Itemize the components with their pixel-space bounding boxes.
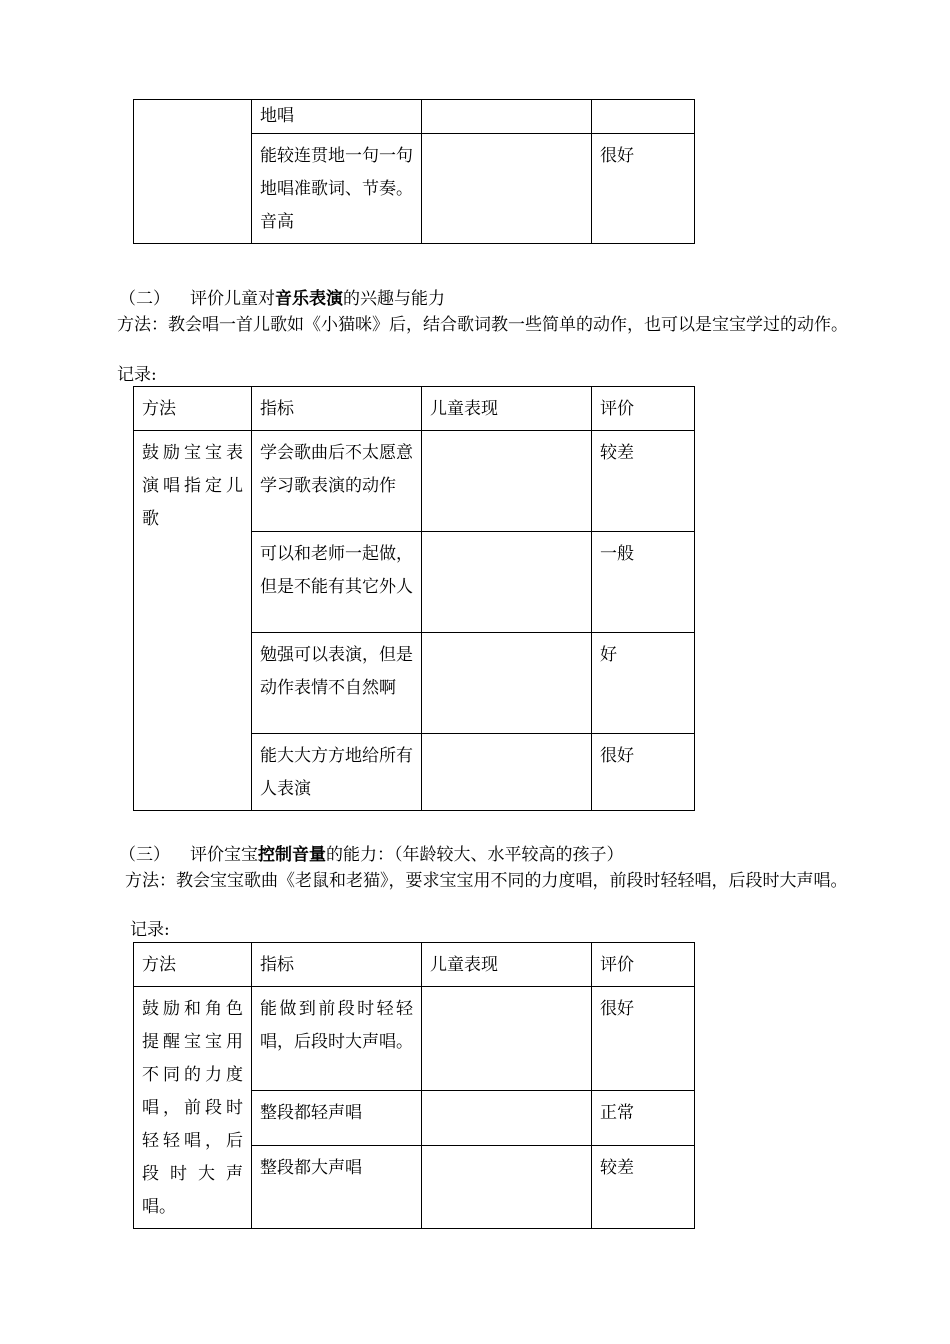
section-number: （三）	[119, 845, 170, 865]
heading-text: 的兴趣与能力	[343, 289, 445, 309]
indicator-cell: 整段都轻声唱	[252, 1090, 422, 1145]
rating-cell: 较差	[592, 431, 695, 532]
heading-bold: 控制音量	[258, 845, 326, 865]
indicator-cell: 能做到前段时轻轻唱，后段时大声唱。	[252, 987, 422, 1091]
performance-cell	[422, 734, 592, 811]
evaluation-table	[133, 942, 695, 1229]
rating-cell: 很好	[592, 987, 695, 1091]
method-paragraph: 方法：教会宝宝歌曲《老鼠和老猫》，要求宝宝用不同的力度唱，前段时轻轻唱，后段时大声唱。	[125, 871, 848, 891]
table-row	[134, 100, 695, 134]
method-paragraph: 方法：教会唱一首儿歌如《小猫咪》后，结合歌词教一些简单的动作，也可以是宝宝学过的动作。	[117, 315, 848, 335]
indicator-cell: 可以和老师一起做，但是不能有其它外人	[252, 532, 422, 633]
column-header: 方法	[134, 943, 252, 987]
rating-cell: 较差	[592, 1145, 695, 1228]
table-continued	[133, 99, 695, 244]
heading-text: 评价宝宝	[190, 845, 258, 865]
indicator-cell: 能大大方方地给所有人表演	[252, 734, 422, 811]
performance-cell	[422, 987, 592, 1091]
indicator-cell: 学会歌曲后不太愿意学习歌表演的动作	[252, 431, 422, 532]
rating-cell: 一般	[592, 532, 695, 633]
column-header: 儿童表现	[422, 387, 592, 431]
record-label: 记录:	[117, 365, 157, 385]
performance-cell	[422, 134, 592, 244]
table-header-row	[134, 387, 695, 431]
section-heading	[119, 843, 624, 867]
record-label: 记录:	[130, 920, 170, 940]
performance-cell	[422, 431, 592, 532]
performance-cell	[422, 1090, 592, 1145]
method-cell: 鼓励宝宝表演唱指定儿歌	[134, 431, 252, 811]
column-header: 评价	[592, 943, 695, 987]
rating-cell: 正常	[592, 1090, 695, 1145]
rating-cell: 很好	[592, 134, 695, 244]
table-row	[134, 987, 695, 1091]
indicator-cell: 整段都大声唱	[252, 1145, 422, 1228]
indicator-cell: 能较连贯地一句一句地唱准歌词、节奏。音高	[252, 134, 422, 244]
heading-bold: 音乐表演	[275, 289, 343, 309]
performance-cell	[422, 1145, 592, 1228]
heading-text: 的能力：（年龄较大、水平较高的孩子）	[326, 845, 624, 865]
column-header: 指标	[252, 943, 422, 987]
rating-cell: 很好	[592, 734, 695, 811]
method-cell: 鼓励和角色提醒宝宝用不同的力度唱，前段时轻轻唱，后段时大声唱。	[134, 987, 252, 1229]
indicator-cell: 地唱	[252, 100, 422, 134]
performance-cell	[422, 532, 592, 633]
evaluation-table	[133, 386, 695, 811]
column-header: 方法	[134, 387, 252, 431]
indicator-cell: 勉强可以表演，但是动作表情不自然啊	[252, 633, 422, 734]
performance-cell	[422, 633, 592, 734]
section-heading	[119, 287, 445, 311]
section-number: （二）	[119, 289, 170, 309]
rating-cell: 好	[592, 633, 695, 734]
column-header: 指标	[252, 387, 422, 431]
table-row	[134, 431, 695, 532]
table-header-row	[134, 943, 695, 987]
performance-cell	[422, 100, 592, 134]
method-cell	[134, 100, 252, 244]
rating-cell	[592, 100, 695, 134]
column-header: 儿童表现	[422, 943, 592, 987]
heading-text: 评价儿童对	[190, 289, 275, 309]
column-header: 评价	[592, 387, 695, 431]
